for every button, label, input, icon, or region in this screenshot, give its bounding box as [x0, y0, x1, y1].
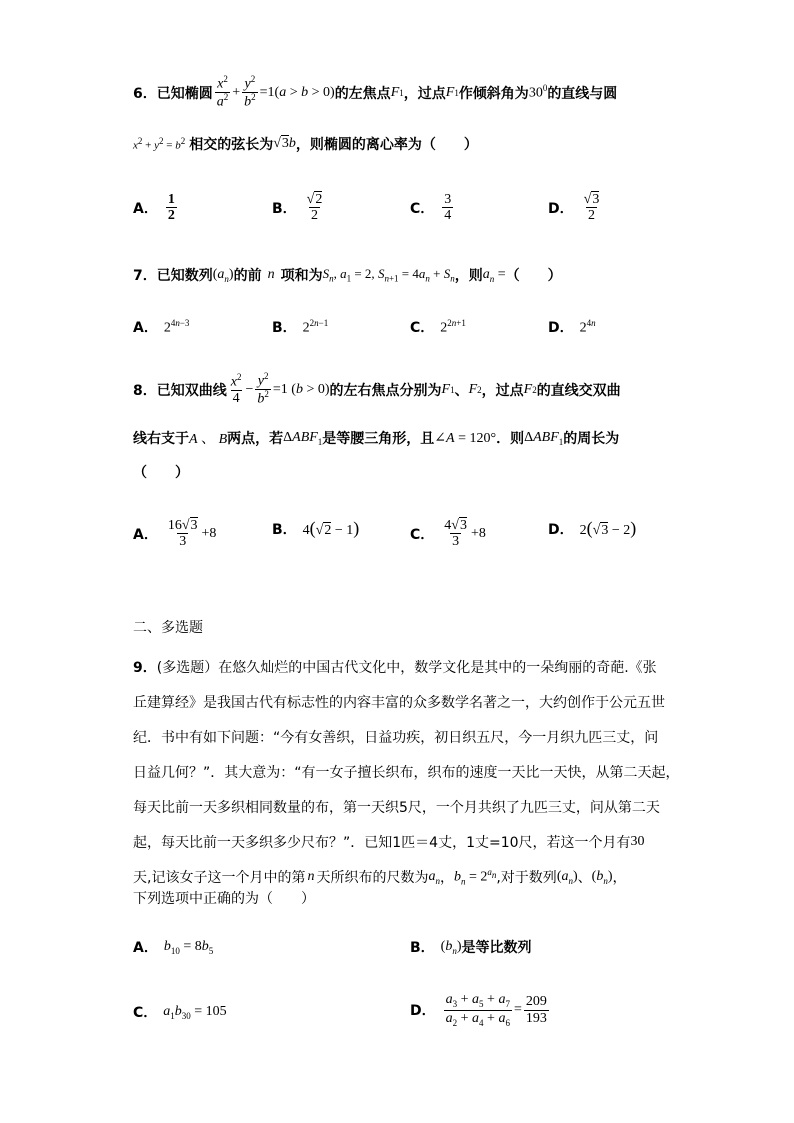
q9-option-a[interactable]: A． $b_{10} = 8b_5$ [133, 938, 214, 956]
q9-option-d[interactable]: D． $\frac{a_3 + a_5 + a_7}{a_2 + a_4 + a_6}$ = $\frac{209}{193}$ [410, 992, 547, 1028]
q9-line2: 丘建算经》是我国古代有标志性的内容丰富的众多数学名著之一，大约创作于公元五世 [133, 695, 665, 711]
q9-line8: 下列选项中正确的为（ ） [133, 891, 315, 907]
q6-line2: $x^2 + y^2 = b^2$ 相交的弦长为 √3b ，则椭圆的离心率为（ ） [133, 136, 478, 153]
q8-option-a[interactable]: A． $\frac{16√3}{3}$ +8 [133, 518, 217, 550]
q7-number: 7． [133, 268, 157, 284]
q9-option-c[interactable]: C． $a_1b_{30} = 105$ [133, 1003, 227, 1021]
q6-option-d[interactable]: D． $\frac{√3}{2}$ [548, 192, 600, 224]
q8-line2: 线右支于 A 、 B 两点，若 $\Delta ABF_1$ 是等腰三角形，且 ∠A = 120° ．则 $\Delta ABF_1$ 的周长为 [133, 429, 620, 447]
q7-line1: 7． 已知数列 $(a_n)$ 的前 n 项和为 $S_n$, $a_1 = 2$, $S_{n+1} = 4a_n + S_n$ ，则 $a_n$ = （ ） [133, 266, 562, 284]
q8-option-b[interactable]: B． 4(√2 − 1) [272, 518, 360, 538]
q8-option-d[interactable]: D． 2(√3 − 2) [548, 518, 637, 538]
q9-option-b[interactable]: B． $(b_n)$ 是等比数列 [410, 938, 532, 956]
q9-line3: 纪．书中有如下问题：“今有女善织，日益功疾，初日织五尺，今一月织九匹三丈，问 [133, 730, 659, 746]
q7-option-d[interactable]: D． $2^{4n}$ [548, 317, 596, 336]
section-heading-multiple-choice: 二、多选题 [133, 620, 203, 636]
q6-option-c[interactable]: C． $\frac{3}{4}$ [410, 192, 452, 224]
q9-number: 9． [133, 660, 157, 676]
q6-line1: 6． 已知椭圆 $\frac{x^2}{a^2}$ + $\frac{y^2}{b^2}$ =1(a > b > 0) 的左焦点 F 1 ，过点 F 1 作倾斜角为 $30^0$ 的直线与圆 [133, 74, 618, 110]
q9-line1: 9． (多选题）在悠久灿烂的中国古代文化中，数学文化是其中的一朵绚丽的奇葩.《张 [133, 657, 657, 677]
q9-line6: 起，每天比前一天多织多少尺布？”．已知1匹＝4丈，1丈=10尺，若这一个月有 30 [133, 834, 645, 851]
q6-option-b[interactable]: B． $\frac{√2}{2}$ [272, 192, 323, 224]
q9-line5: 每天比前一天多织相同数量的布，第一天织5尺，一个月共织了九匹三丈，问从第二天 [133, 800, 660, 816]
q7-option-b[interactable]: B． $2^{2n-1}$ [272, 317, 329, 336]
q6-number: 6． [133, 85, 157, 102]
q6-ellipse-x-term: $\frac{x^2}{a^2}$ [216, 74, 229, 110]
q7-option-a[interactable]: A． $2^{4n-3}$ [133, 317, 190, 336]
q9-line4: 日益几何？”．其大意为：“有一女子擅长织布，织布的速度一天比一天快，从第二天起， [133, 765, 680, 781]
q8-line1: 8． 已知双曲线 $\frac{x^2}{4}$ − $\frac{y^2}{b^2}$ =1 (b > 0) 的左右焦点分别为 F 1 、 F 2 ，过点 F 2 的直线交双曲 [133, 371, 621, 407]
q8-option-c[interactable]: C． $\frac{4√3}{3}$ +8 [410, 518, 486, 550]
q7-option-c[interactable]: C． $2^{2n+1}$ [410, 317, 466, 336]
q9-line7: 天,记该女子这一个月中的第 n 天所织布的尺数为 $a_n$ ， $b_n = 2^{a_n}$ ,对于数列 $(a_n)$ 、 $(b_n)$ ， [133, 867, 627, 887]
q8-number: 8． [133, 382, 157, 399]
q8-line3: （ ） [133, 465, 189, 481]
q6-option-a[interactable]: A． $\frac{1}{2}$ [133, 192, 175, 224]
